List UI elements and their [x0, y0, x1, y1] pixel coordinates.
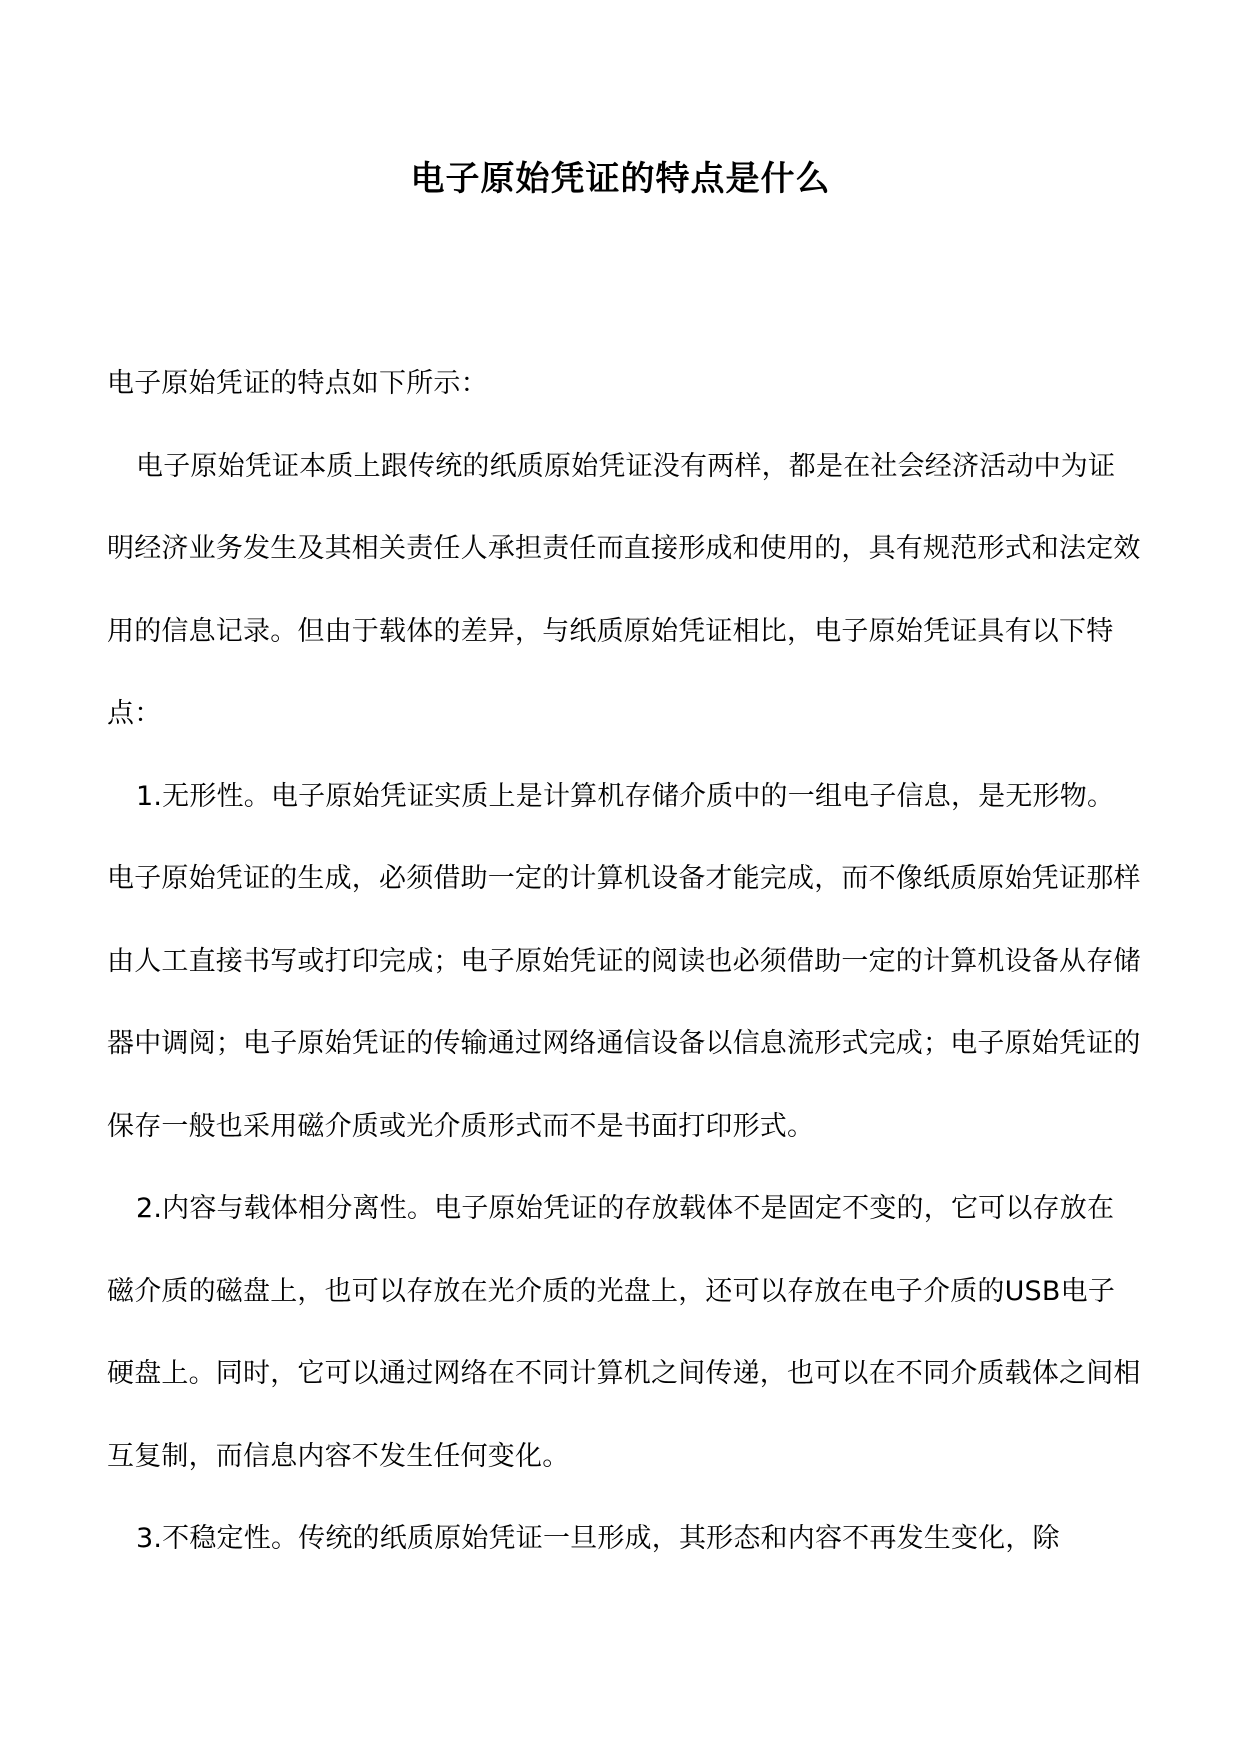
feature-1-paragraph: 1.无形性。电子原始凭证实质上是计算机存储介质中的一组电子信息，是无形物。电子原始凭证的生成，必须借助一定的计算机设备才能完成，而不像纸质原始凭证那样由人工直接书写或打印完成；电子原始凭证的阅读也必须借助一定的计算机设备从存储器中调阅；电子原始凭证的传输通过网络通信设备以信息流形式完成；电子原始凭证的保存一般也采用磁介质或光介质形式而不是书面打印形式。: [107, 780, 1141, 1142]
overview-paragraph: 电子原始凭证本质上跟传统的纸质原始凭证没有两样，都是在社会经济活动中为证明经济业务发生及其相关责任人承担责任而直接形成和使用的，具有规范形式和法定效用的信息记录。但由于载体的差异，与纸质原始凭证相比，电子原始凭证具有以下特点：: [107, 450, 1141, 729]
feature-2-paragraph: 2.内容与载体相分离性。电子原始凭证的存放载体不是固定不变的，它可以存放在磁介质的磁盘上，也可以存放在光介质的光盘上，还可以存放在电子介质的USB电子硬盘上。同时，它可以通过网络在不同计算机之间传递，也可以在不同介质载体之间相互复制，而信息内容不发生任何变化。: [107, 1193, 1141, 1472]
feature-3-paragraph: 3.不稳定性。传统的纸质原始凭证一旦形成，其形态和内容不再发生变化，除: [136, 1523, 1060, 1554]
document-title: 电子原始凭证的特点是什么: [410, 159, 831, 199]
document-body: [107, 343, 1141, 1581]
intro-paragraph: 电子原始凭证的特点如下所示：: [107, 368, 488, 399]
